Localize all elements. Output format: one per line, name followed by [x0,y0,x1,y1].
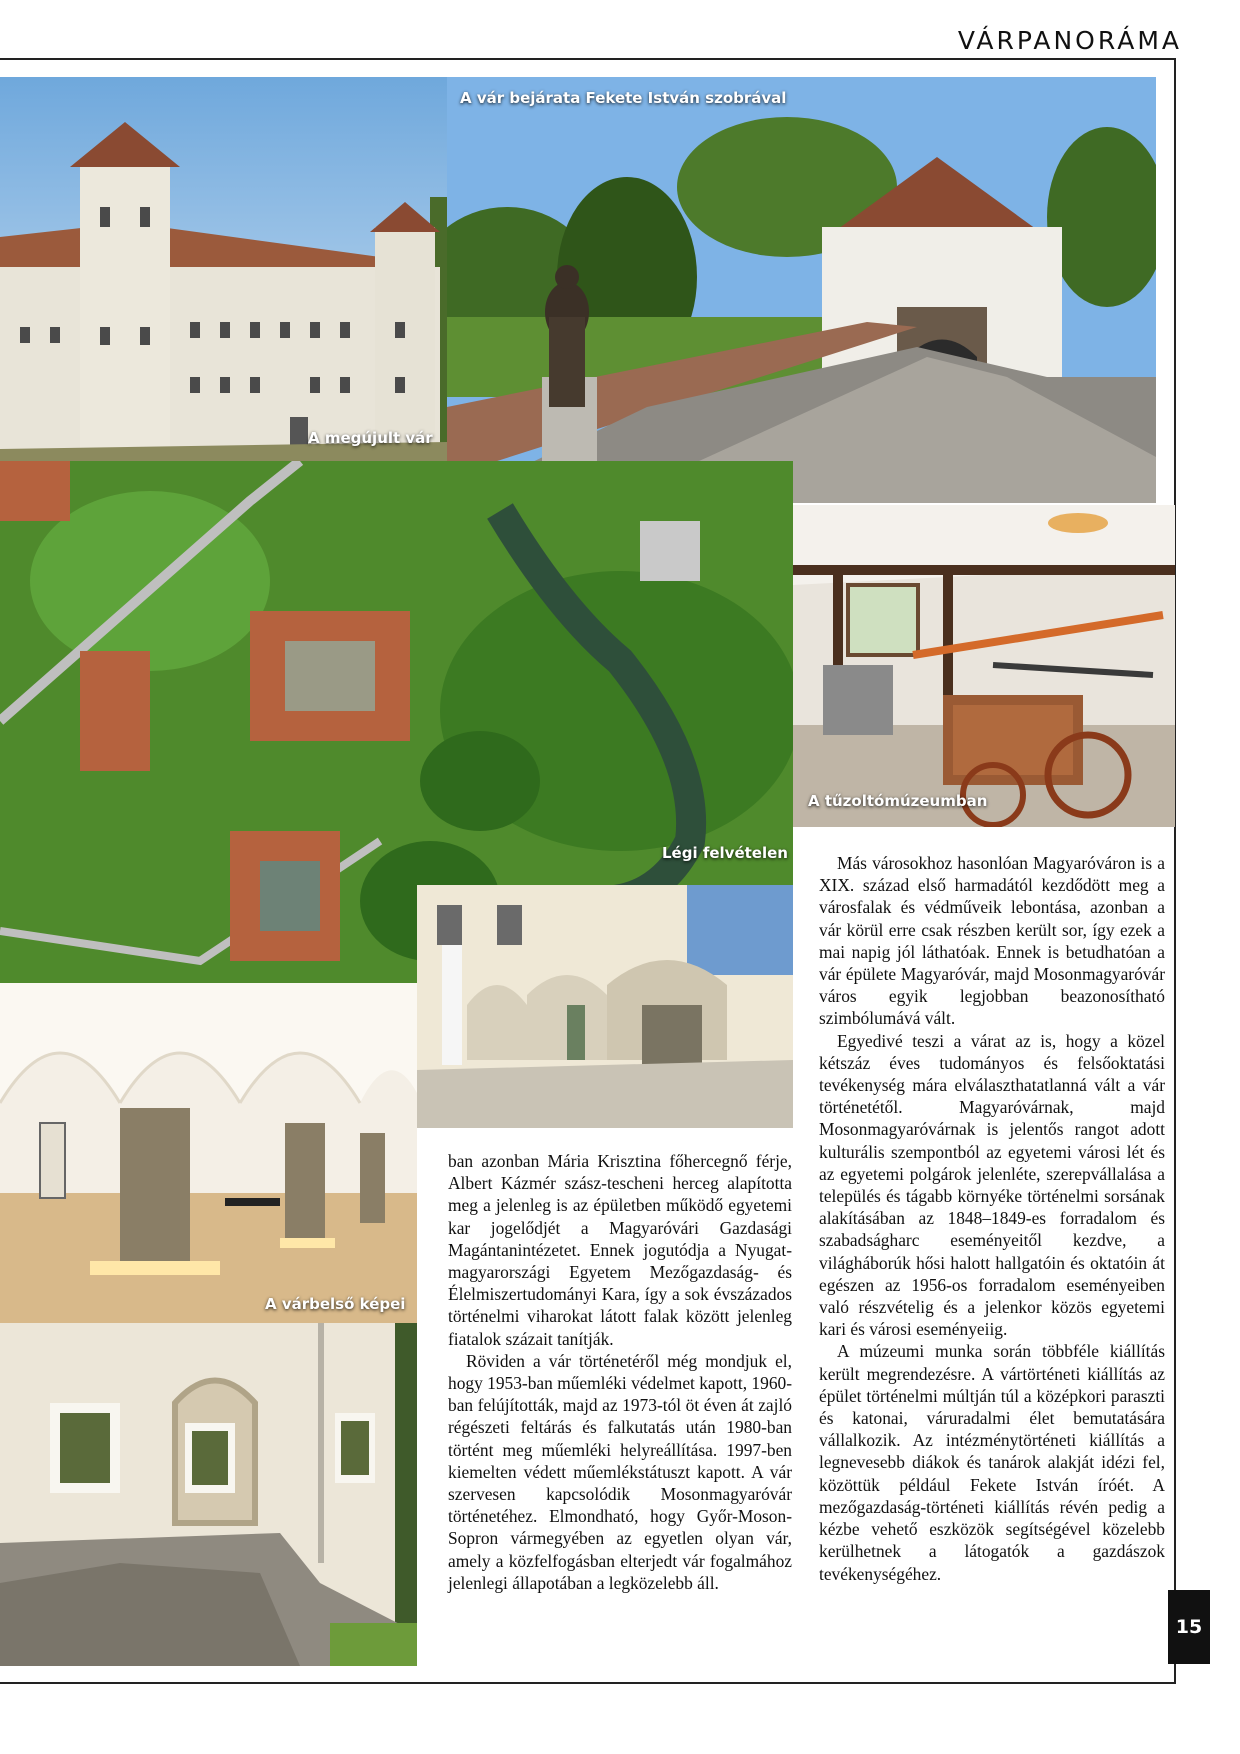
article-middle-column [448,1150,792,1594]
photo-vaulted-interior [0,983,417,1323]
caption-renovated-castle: A megújult vár [308,429,433,447]
photo-renovated-castle [0,77,447,461]
photo-arcade-courtyard [417,885,793,1128]
paragraph: ban azonban Mária Krisztina főhercegnő férje, Albert Kázmér szász-tescheni herceg alapította meg a jelenleg is az épületben működő egyetemi kar jogelődjét a Magyaróvári Gazdasági Magántanintézetet. Ennek jogutódja a Nyugat-magyarországi Egyetem Mezőgazdaság- és Élelmiszertudományi Kara, így a sok évszázados történelmi viharokat látott falak között jelenleg fiatalok százait tanítják. [448,1151,792,1349]
caption-interior: A várbelső képei [265,1295,406,1313]
caption-aerial: Légi felvételen [662,844,788,862]
photo-facade-windows [0,1323,417,1666]
photo-castle-entrance [447,77,1156,503]
article-right-column [819,852,1165,1585]
paragraph: Más városokhoz hasonlóan Magyaróváron is a XIX. század első harmadától kezdődött meg a városfalak és védműveik lebontása, azonban a vár körül erre csak részben került sor, így ezek a mai napig jól láthatóak. Ennek is betudhatóan a vár épülete Magyaróvár, majd Mosonmagyaróvár város egyik legjobban beazonosítható szimbólumává vált. [819,853,1165,1029]
paragraph: A múzeumi munka során többféle kiállítás került megrendezésre. A vártörténeti kiállítás az épület történelmi múltján túl a középkori paraszti és katonai, váruradalmi élet bemutatására vállalkozik. Az intézménytörténeti kiállítás a legnevesebb diákok és tanárok alakját idézi fel, közöttük például Fekete István íróét. A mezőgazdaság-történeti kiállítás révén pedig a kézbe vehető eszközök segítségével közelebb kerülhetnek a látogatók a gazdászok tevékenységéhez. [819,1341,1165,1584]
page-number: 15 [1168,1590,1210,1664]
section-title: VÁRPANORÁMA [957,26,1182,55]
right-rule [1174,58,1176,1683]
caption-fire-museum: A tűzoltómúzeumban [808,792,988,810]
bottom-rule [0,1682,1176,1684]
paragraph: Egyedivé teszi a várat az is, hogy a közel kétszáz éves tudományos és felsőoktatási tevékenység mára elválaszthatatlanná vált a vár történetétől. Magyaróvárnak, majd Mosonmagyaróvárnak is jelentős rangot adott kulturális szempontból az egyetemi városi lét és az egyetemi polgárok jelenléte, szerepvállalása a település és tágabb környéke történelmi sorsának alakításában az 1848–1849-es forradalom és szabadságharc eseményeitől kezdve, a világháborúk hősi halott hallgatóin és oktatóin át egészen az 1956-os forradalom eseményeiben való részvételig és a jelenkor közös egyetemi kari és városi eseményeiig. [819,1030,1165,1340]
caption-castle-entrance: A vár bejárata Fekete István szobrával [460,89,787,107]
top-rule [0,58,1176,60]
photo-fire-museum [793,505,1175,827]
paragraph: Röviden a vár történetéről még mondjuk el, hogy 1953-ban műemléki védelmet kapott, 1960-ban felújították, majd az 1973-tól öt éven át zajló régészeti feltárás és falkutatás után 1980-ban történt meg műemléki helyreállítása. 1997-ben kiemelten védett műemlékstátuszt kapott. A vár szervesen kapcsolódik Mosonmagyaróvár történetéhez. Elmondható, hogy Győr-Moson-Sopron vármegyében az egyetlen olyan vár, amely a közfelfogásban elterjedt vár fogalmához jelenlegi állapotában a legközelebb áll. [448,1350,792,1593]
